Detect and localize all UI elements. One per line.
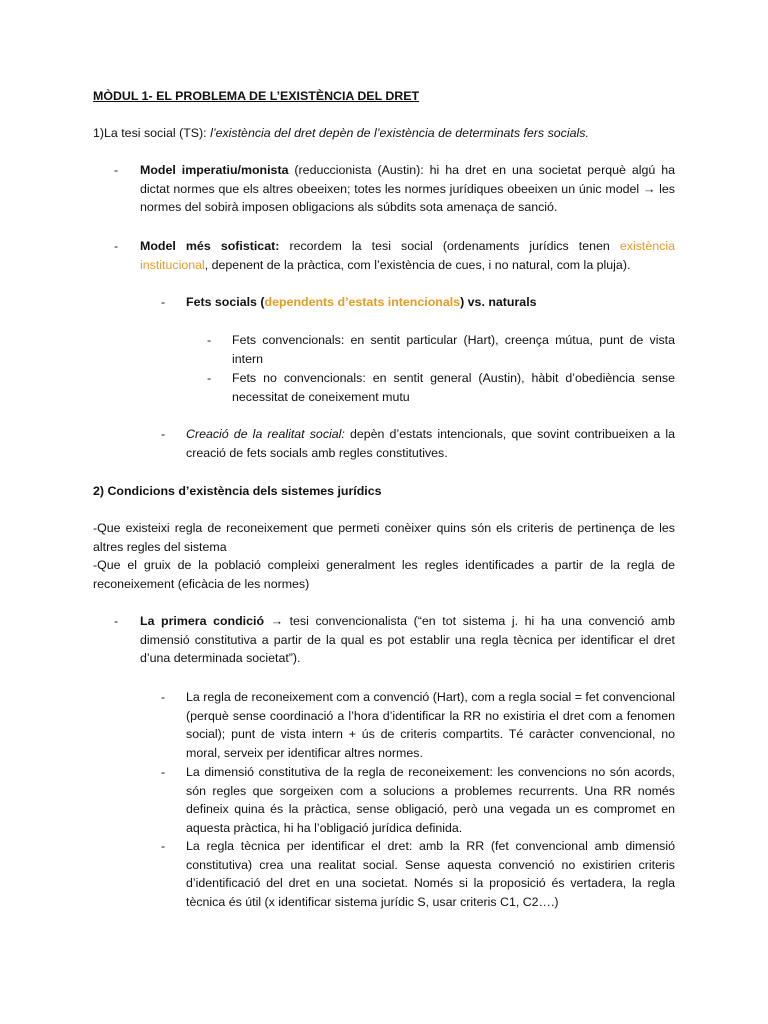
highlight-existencia-institucional: existència institucional xyxy=(140,239,675,272)
bullet-dash: - xyxy=(114,239,119,253)
bullet-model-imperatiu xyxy=(140,161,675,217)
bullet-label: Fets socials xyxy=(186,295,257,309)
section1-heading: 1)La tesi social (TS): xyxy=(93,126,207,140)
bullet-creacio-realitat-social xyxy=(186,425,675,462)
bullet-fets-no-convencionals: Fets no convencionals: en sentit general (Austin), hàbit d’obediència sense necessitat de coneixement mutu xyxy=(232,371,675,404)
bullet-text: depèn d’estats intencionals, que sovint contribueixen a la creació de fets socials amb regles constitutives. xyxy=(186,427,676,460)
bullet-dash: - xyxy=(161,839,166,853)
paren-open: ( xyxy=(256,295,265,309)
bullet-label: La primera condició xyxy=(140,614,265,628)
bullet-label: Model més sofisticat: xyxy=(140,239,280,253)
bullet-dash: - xyxy=(161,427,166,441)
bullet-text: (reduccionista (Austin): hi ha dret en una societat perquè algú ha dictat normes que els altres obeeixen; totes les normes jurídiques obeeixen un únic model → les normes del sobirà imposen obligacions als súbdits sota amenaça de sanció. xyxy=(140,163,675,215)
paren-close: ) xyxy=(460,295,465,309)
bullet-dash: - xyxy=(161,295,166,309)
bullet-dash: - xyxy=(114,614,119,628)
bullet-primera-condicio xyxy=(140,612,675,668)
bullet-dash: - xyxy=(207,371,212,385)
bullet-text: → tesi convencionalista (“en tot sistema j. hi ha una convenció amb dimensió constitutiva a partir de la qual es pot establir una regla tècnica per identificar el dret d’una determinada societat”). xyxy=(140,614,675,666)
bullet-fets-convencionals: Fets convencionals: en sentit particular (Hart), creença mútua, punt de vista intern xyxy=(232,333,675,366)
bullet-regla-tecnica: La regla tècnica per identificar el dret: amb la RR (fet convencional amb dimensió constitutiva) crea una realitat social. Sense aquesta convenció no existirien criteris d’identificació del dret en una societat. Només si la proposició és vertadera, la regla tècnica és útil (x identificar sistema jurídic S, usar criteris C1, C2….) xyxy=(186,839,675,909)
bullet-text: , depenent de la pràctica, com l’existència de cues, i no natural, com la pluja). xyxy=(204,257,631,272)
section2-heading xyxy=(93,482,382,501)
bullet-text: vs. naturals xyxy=(464,295,537,309)
bullet-fets-socials xyxy=(186,293,675,312)
bullet-label: Model imperatiu/monista xyxy=(140,163,289,177)
bullet-model-sofisticat xyxy=(140,237,675,274)
bullet-text: recordem la tesi social (ordenaments jurídics tenen xyxy=(279,239,620,253)
condition-2: -Que el gruix de la població compleixi generalment les regles identificades a partir de la regla de reconeixement (eficàcia de les normes) xyxy=(93,558,675,591)
bullet-dimensio-constitutiva: La dimensió constitutiva de la regla de reconeixement: les convencions no són acords, són regles que sorgeixen com a solucions a problemes recurrents. Una RR només defineix quina és la pràctica, sense obligació, però una vegada un es compromet en aquesta pràctica, hi ha l’obligació jurídica definida. xyxy=(186,765,675,835)
bullet-dash: - xyxy=(114,163,119,177)
condition-1: -Que existeixi regla de reconeixement que permeti conèixer quins són els criteris de pertinença de les altres regles del sistema xyxy=(93,521,675,554)
section1-intro xyxy=(93,124,675,143)
bullet-label: Creació de la realitat social: xyxy=(186,427,345,441)
bullet-dash: - xyxy=(161,690,166,704)
module-title: MÒDUL 1- EL PROBLEMA DE L’EXISTÈNCIA DEL DRET xyxy=(93,89,420,103)
section2-heading-text: 2) Condicions d’existència dels sistemes jurídics xyxy=(93,484,382,498)
bullet-regla-convencio: La regla de reconeixement com a convenció (Hart), com a regla social = fet convencional (perquè sense coordinació a l’hora d’identificar la RR no existiria el dret com a fenomen social); punt de vista intern + ús de criteris compartits. Té caràcter convencional, no moral, serveix per identificar altres normes. xyxy=(186,690,675,760)
bullet-dash: - xyxy=(207,333,212,347)
highlight-dependents: dependents d’estats intencionals xyxy=(264,295,461,309)
section1-definition: l’existència del dret depèn de l’existència de determinats fers socials. xyxy=(210,126,589,140)
bullet-dash: - xyxy=(161,765,166,779)
